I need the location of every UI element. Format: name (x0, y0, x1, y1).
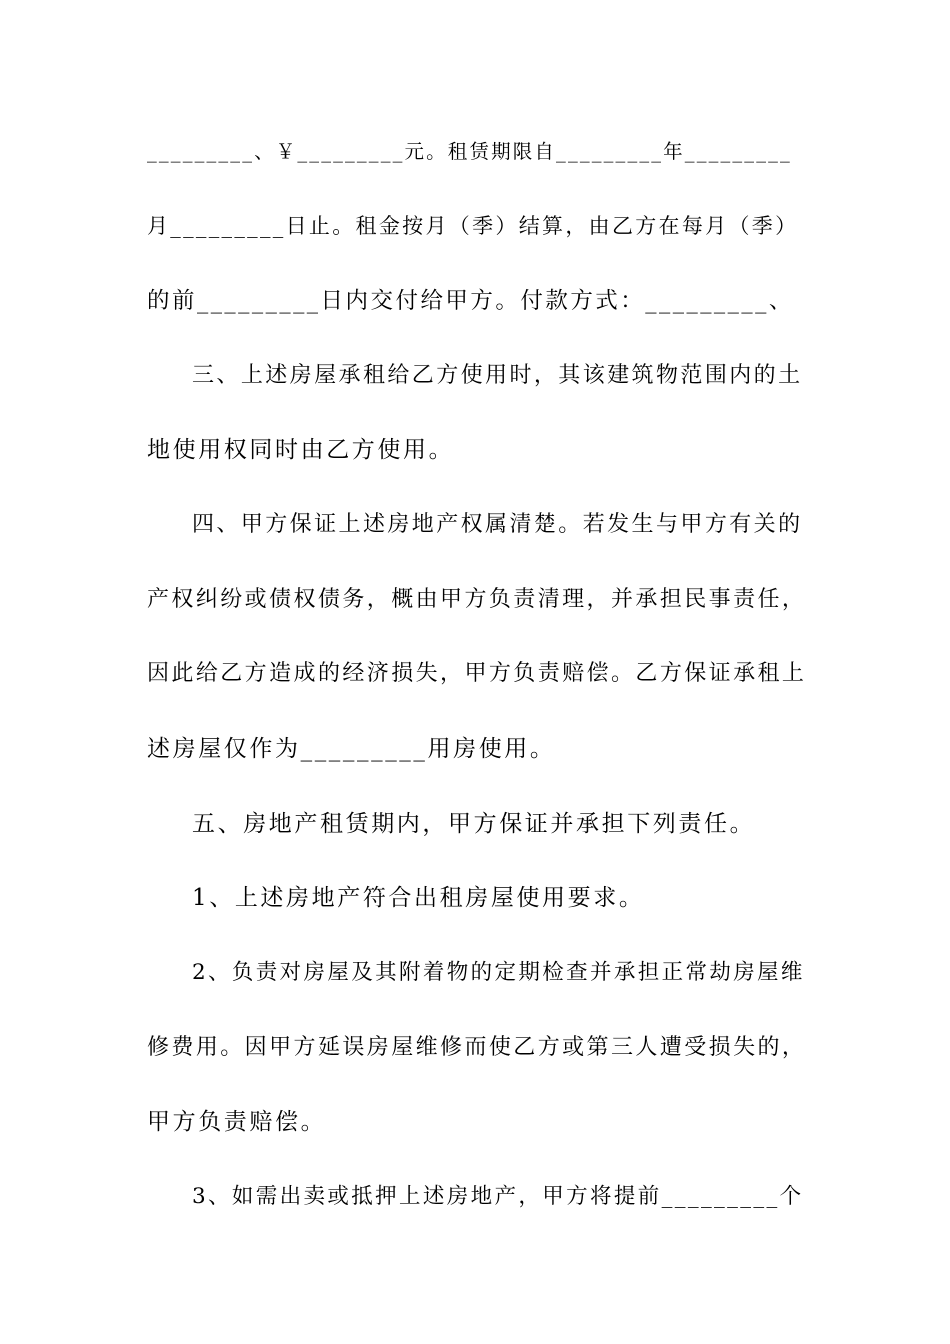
text-line: 地使用权同时由乙方使用。 (147, 437, 455, 463)
text-line: 因此给乙方造成的经济损失，甲方负责赔偿。乙方保证承租上 (147, 661, 807, 686)
text-line: 四、甲方保证上述房地产权属清楚。若发生与甲方有关的 (192, 512, 803, 537)
text-line: 2、负责对房屋及其附着物的定期检查并承担正常劫房屋维 (192, 960, 805, 985)
text-line: 五、房地产租赁期内，甲方保证并承担下列责任。 (192, 811, 756, 837)
text-line: 产权纠纷或债权债务，概由甲方负责清理，并承担民事责任， (147, 587, 807, 612)
text-line: 述房屋仅作为_________用房使用。 (147, 736, 556, 762)
text-line: 修费用。因甲方延误房屋维修而使乙方或第三人遭受损失的， (147, 1035, 807, 1060)
text-line: 三、上述房屋承租给乙方使用时，其该建筑物范围内的土 (192, 363, 803, 388)
text-line: 3、如需出卖或抵押上述房地产，甲方将提前_________个 (192, 1184, 804, 1209)
text-line: 月_________日止。租金按月（季）结算，由乙方在每月（季） (147, 214, 799, 238)
text-line: 1、上述房地产符合出租房屋使用要求。 (192, 885, 645, 911)
text-line: 甲方负责赔偿。 (147, 1109, 327, 1135)
text-line: 的前_________日内交付给甲方。付款方式：_________、 (147, 288, 794, 314)
text-line: _________、￥_________元。租赁期限自_________年_________ (147, 140, 792, 163)
